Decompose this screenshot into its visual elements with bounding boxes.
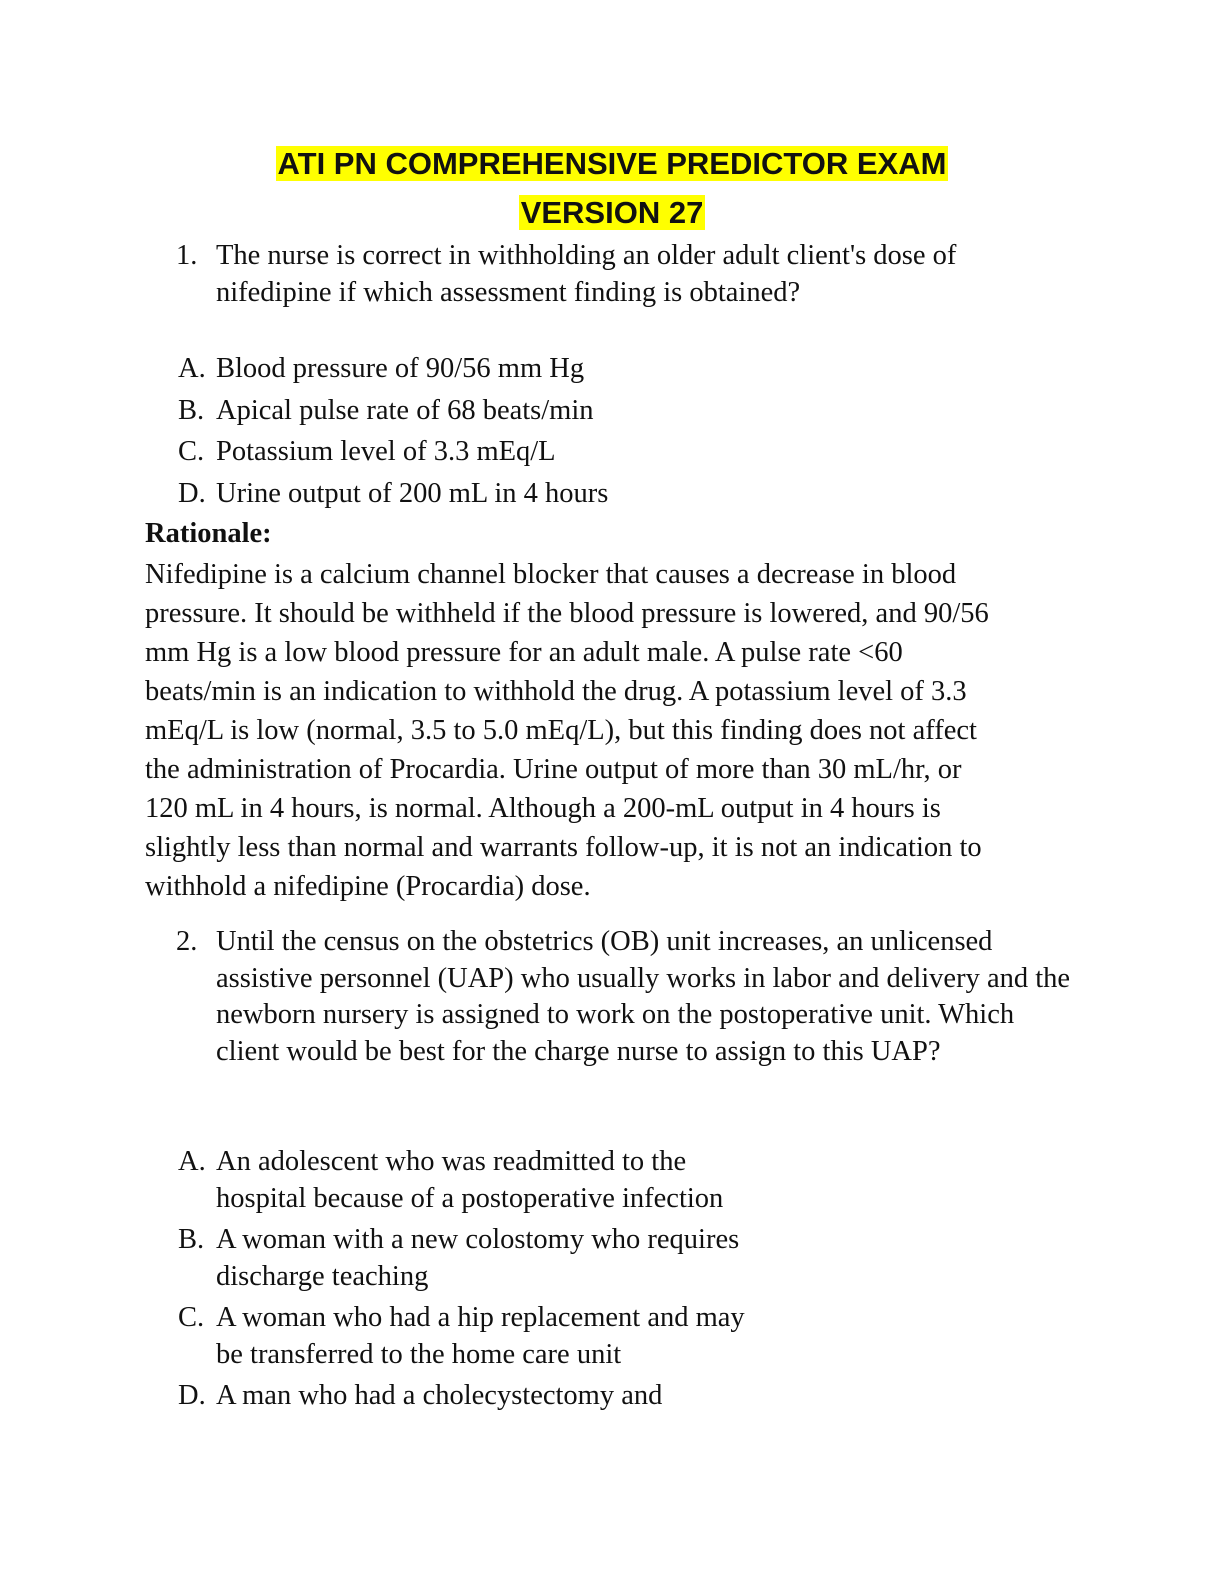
option-a (178, 348, 608, 390)
option-c (178, 431, 608, 473)
option-letter: D. (178, 477, 206, 509)
option-text: An adolescent who was readmitted to the hospital because of a postoperative infection (216, 1146, 724, 1214)
question-text: The nurse is correct in withholding an older adult client's dose of nifedipine if which assessment finding is obtained? (216, 240, 957, 308)
option-d (178, 1378, 778, 1415)
option-c (178, 1300, 778, 1373)
exam-title (0, 145, 1224, 183)
question-text: Until the census on the obstetrics (OB) unit increases, an unlicensed assistive personnel (UAP) who usually works in labor and delivery and the newborn nursery is assigned to work on the postoperative unit. Which client would be best for the charge nurse to assign to this UAP? (216, 926, 1071, 1067)
rationale-line: mEq/L is low (normal, 3.5 to 5.0 mEq/L), but this finding does not affect (145, 715, 977, 746)
option-b (178, 1222, 778, 1295)
question-number: 1. (176, 240, 198, 271)
question-1-options (178, 348, 608, 514)
rationale-line: beats/min is an indication to withhold the drug. A potassium level of 3.3 (145, 676, 967, 707)
rationale-heading: Rationale: (145, 518, 272, 549)
option-text: Blood pressure of 90/56 mm Hg (216, 353, 585, 384)
option-letter: D. (178, 1380, 206, 1411)
option-letter: A. (178, 353, 206, 384)
option-text: Urine output of 200 mL in 4 hours (216, 477, 609, 509)
rationale-line: withhold a nifedipine (Procardia) dose. (145, 871, 591, 902)
option-letter: B. (178, 394, 205, 426)
question-2-options (178, 1144, 778, 1420)
option-letter: B. (178, 1224, 205, 1255)
exam-title-text: ATI PN COMPREHENSIVE PREDICTOR EXAM (277, 146, 947, 181)
rationale-line: the administration of Procardia. Urine output of more than 30 mL/hr, or (145, 754, 962, 785)
question-number: 2. (176, 926, 198, 957)
option-letter: C. (178, 436, 205, 467)
exam-version (0, 194, 1224, 232)
rationale-line: Nifedipine is a calcium channel blocker that causes a decrease in blood (145, 559, 957, 590)
rationale-line: pressure. It should be withheld if the blood pressure is lowered, and 90/56 (145, 598, 989, 629)
option-a (178, 1144, 778, 1217)
option-text: A woman who had a hip replacement and may be transferred to the home care unit (216, 1302, 745, 1370)
rationale-line: mm Hg is a low blood pressure for an adult male. A pulse rate <60 (145, 637, 903, 668)
option-text: Potassium level of 3.3 mEq/L (216, 436, 556, 467)
question-1 (176, 238, 1076, 311)
option-b (178, 390, 608, 432)
question-2 (176, 924, 1076, 1070)
option-d (178, 473, 608, 515)
rationale-line: slightly less than normal and warrants follow-up, it is not an indication to (145, 832, 982, 863)
rationale-text (145, 555, 1085, 906)
option-text: A man who had a cholecystectomy and (216, 1380, 663, 1411)
option-letter: C. (178, 1302, 205, 1333)
option-letter: A. (178, 1146, 206, 1177)
option-text: A woman with a new colostomy who requires discharge teaching (216, 1224, 740, 1292)
option-text: Apical pulse rate of 68 beats/min (216, 394, 594, 426)
exam-version-text: VERSION 27 (520, 195, 704, 230)
rationale-line: 120 mL in 4 hours, is normal. Although a 200-mL output in 4 hours is (145, 793, 941, 824)
